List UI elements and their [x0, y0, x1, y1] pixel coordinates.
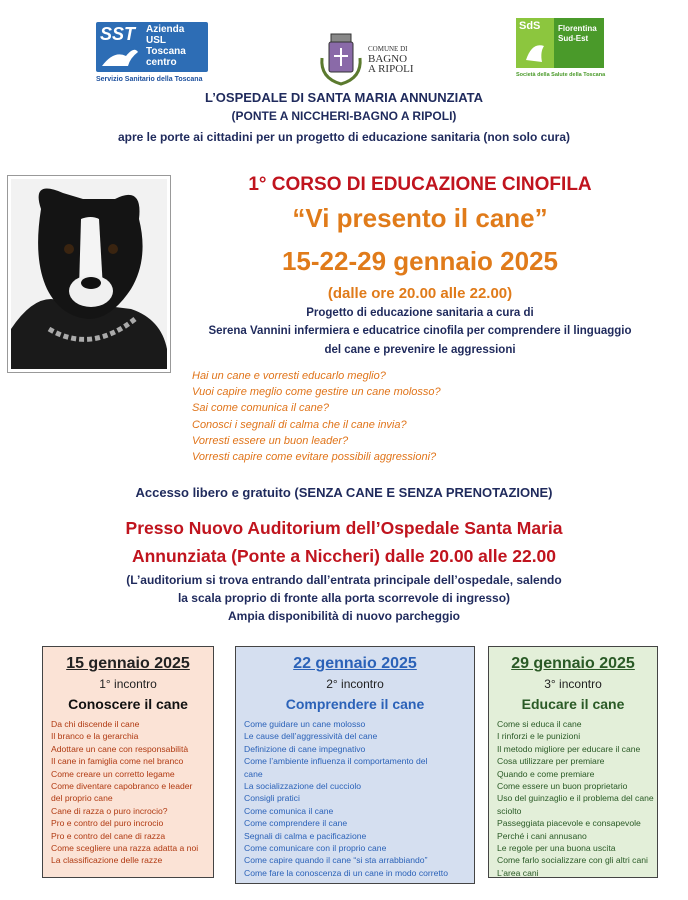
topic-item: Passeggiata piacevole e consapevole — [497, 818, 641, 829]
course-dates: 15-22-29 gennaio 2025 — [281, 246, 559, 276]
topic-item: Definizione di cane impegnativo — [244, 743, 366, 754]
access-note: Accesso libero e gratuito (SENZA CANE E SENZA PRENOTAZIONE) — [135, 485, 553, 500]
topic-item: Uso del guinzaglio e il problema del cane — [497, 793, 654, 804]
topic-item: Come capire quando il cane “si sta arrabbiando” — [244, 855, 428, 866]
asl-logo-line1: Azienda — [146, 24, 185, 35]
venue-note1: (L’auditorium si trova entrando dall’entrata principale dell’ospedale, salendo — [126, 573, 562, 587]
session-date: 29 gennaio 2025 — [511, 655, 635, 672]
topic-item: La socializzazione del cucciolo — [244, 781, 362, 792]
topic-item: I rinforzi e le punizioni — [497, 731, 581, 742]
session-box-2 — [235, 646, 475, 884]
bagno-a-ripoli-logo — [318, 26, 428, 90]
topic-item: Come farlo socializzare con gli altri cani — [497, 855, 648, 866]
session-number: 1° incontro — [99, 677, 157, 691]
topic-item: Consigli pratici — [244, 793, 300, 804]
asl-logo-line4: centro — [146, 57, 177, 68]
asl-logo-line3: Toscana — [146, 46, 186, 57]
sds-logo-mark: SdS — [519, 20, 541, 32]
topic-item: Come creare un corretto legame — [51, 768, 175, 779]
session-title: Educare il cane — [521, 696, 625, 712]
topic-item: del proprio cane — [51, 793, 113, 804]
question-item: Conosci i segnali di calma che il cane invia? — [192, 418, 407, 431]
sds-logo-line1: Florentina — [558, 24, 597, 33]
session-box-1 — [42, 646, 214, 878]
bagno-logo-line2: BAGNO — [368, 53, 408, 65]
topic-item: Da chi discende il cane — [51, 719, 140, 729]
dog-photo — [8, 176, 170, 372]
topic-item: La classificazione delle razze — [51, 855, 163, 866]
topic-item: Come fare la conoscenza di un cane in modo corretto — [244, 867, 448, 878]
topic-list — [489, 718, 657, 879]
topic-item: cane — [244, 768, 263, 779]
bird-icon — [522, 36, 550, 66]
topic-item: Il cane in famiglia come nel branco — [51, 756, 184, 767]
question-item: Hai un cane e vorresti educarlo meglio? — [192, 370, 386, 382]
asl-logo-line2: USL — [146, 35, 166, 46]
question-item: Vorresti essere un buon leader? — [192, 434, 349, 447]
intro-text: apre le porte ai cittadini per un progetto di educazione sanitaria (non solo cura) — [117, 130, 571, 144]
dog-illustration — [11, 179, 167, 369]
venue-note2: la scala proprio di fronte alla porta scorrevole di ingresso) — [177, 591, 511, 605]
topic-item: Come si educa il cane — [497, 719, 582, 729]
topic-item: Come essere un buon proprietario — [497, 781, 628, 792]
question-item: Vorresti capire come evitare possibili aggressioni? — [192, 451, 437, 464]
question-list — [192, 368, 612, 465]
topic-item: L’area cani — [497, 867, 539, 878]
topic-list — [236, 718, 474, 879]
asl-logo-mark: SST — [100, 24, 136, 44]
topic-item: Come comunicare con il proprio cane — [244, 843, 387, 854]
topic-list — [43, 718, 213, 867]
parking-note: Ampia disponibilità di nuovo parcheggio — [227, 609, 460, 623]
topic-item: Quando e come premiare — [497, 768, 595, 779]
asl-toscana-logo — [96, 20, 214, 86]
session-date: 22 gennaio 2025 — [293, 655, 417, 672]
hospital-name: L’OSPEDALE DI SANTA MARIA ANNUNZIATA — [204, 90, 484, 105]
session-number: 3° incontro — [544, 677, 602, 691]
topic-item: Come guidare un cane molosso — [244, 719, 366, 729]
topic-item: Pro e contro del puro incrocio — [51, 818, 164, 829]
course-hours: (dalle ore 20.00 alle 22.00) — [327, 285, 513, 302]
topic-item: Le regole per una buona uscita — [497, 843, 616, 854]
session-title: Comprendere il cane — [285, 696, 425, 712]
topic-item: Le cause dell’aggressività del cane — [244, 731, 378, 742]
venue-line2: Annunziata (Ponte a Niccheri) dalle 20.00 alle 22.00 — [131, 546, 557, 566]
project-line1: Progetto di educazione sanitaria a cura di — [306, 307, 534, 319]
bagno-logo-line3: A RIPOLI — [368, 63, 414, 75]
course-subtitle: “Vi presento il cane” — [292, 203, 548, 233]
sds-florentina-logo — [516, 18, 628, 88]
topic-item: Come l’ambiente influenza il comportamento del — [244, 756, 428, 767]
question-item: Vuoi capire meglio come gestire un cane molosso? — [192, 386, 441, 399]
course-title: 1° CORSO DI EDUCAZIONE CINOFILA — [248, 174, 592, 195]
venue-line1: Presso Nuovo Auditorium dell’Ospedale Santa Maria — [125, 518, 563, 538]
session-date: 15 gennaio 2025 — [66, 655, 190, 672]
sds-logo-caption: Società della Salute della Toscana — [516, 72, 606, 78]
topic-item: sciolto — [497, 805, 522, 816]
topic-item: Il branco e la gerarchia — [51, 731, 139, 742]
project-line3: del cane e prevenire le aggressioni — [324, 344, 516, 356]
coat-of-arms-icon — [318, 28, 364, 86]
topic-item: Il metodo migliore per educare il cane — [497, 743, 641, 754]
topic-item: Perché i cani annusano — [497, 830, 587, 841]
topic-item: Come comunica il cane — [244, 805, 334, 816]
topic-item: Come scegliere una razza adatta a noi — [51, 843, 199, 854]
topic-item: Cane di razza o puro incrocio? — [51, 805, 168, 816]
topic-item: Come comprendere il cane — [244, 818, 348, 829]
bagno-logo-line1: COMUNE DI — [368, 45, 408, 53]
topic-item: Segnali di calma e pacificazione — [244, 830, 367, 841]
sds-logo-line2: Sud-Est — [558, 34, 589, 43]
project-line2: Serena Vannini infermiera e educatrice cinofila per comprendere il linguaggio — [208, 325, 632, 337]
hospital-location: (PONTE A NICCHERI-BAGNO A RIPOLI) — [231, 109, 457, 123]
session-box-3 — [488, 646, 658, 878]
session-title: Conoscere il cane — [68, 696, 188, 712]
question-item: Sai come comunica il cane? — [192, 402, 329, 415]
topic-item: Pro e contro del cane di razza — [51, 830, 166, 841]
topic-item: Cosa utilizzare per premiare — [497, 756, 605, 767]
asl-logo-caption: Servizio Sanitario della Toscana — [96, 76, 203, 83]
topic-item: Adottare un cane con responsabilità — [51, 743, 189, 754]
dove-icon — [100, 44, 140, 70]
topic-item: Come diventare capobranco e leader — [51, 781, 193, 792]
session-number: 2° incontro — [326, 677, 384, 691]
